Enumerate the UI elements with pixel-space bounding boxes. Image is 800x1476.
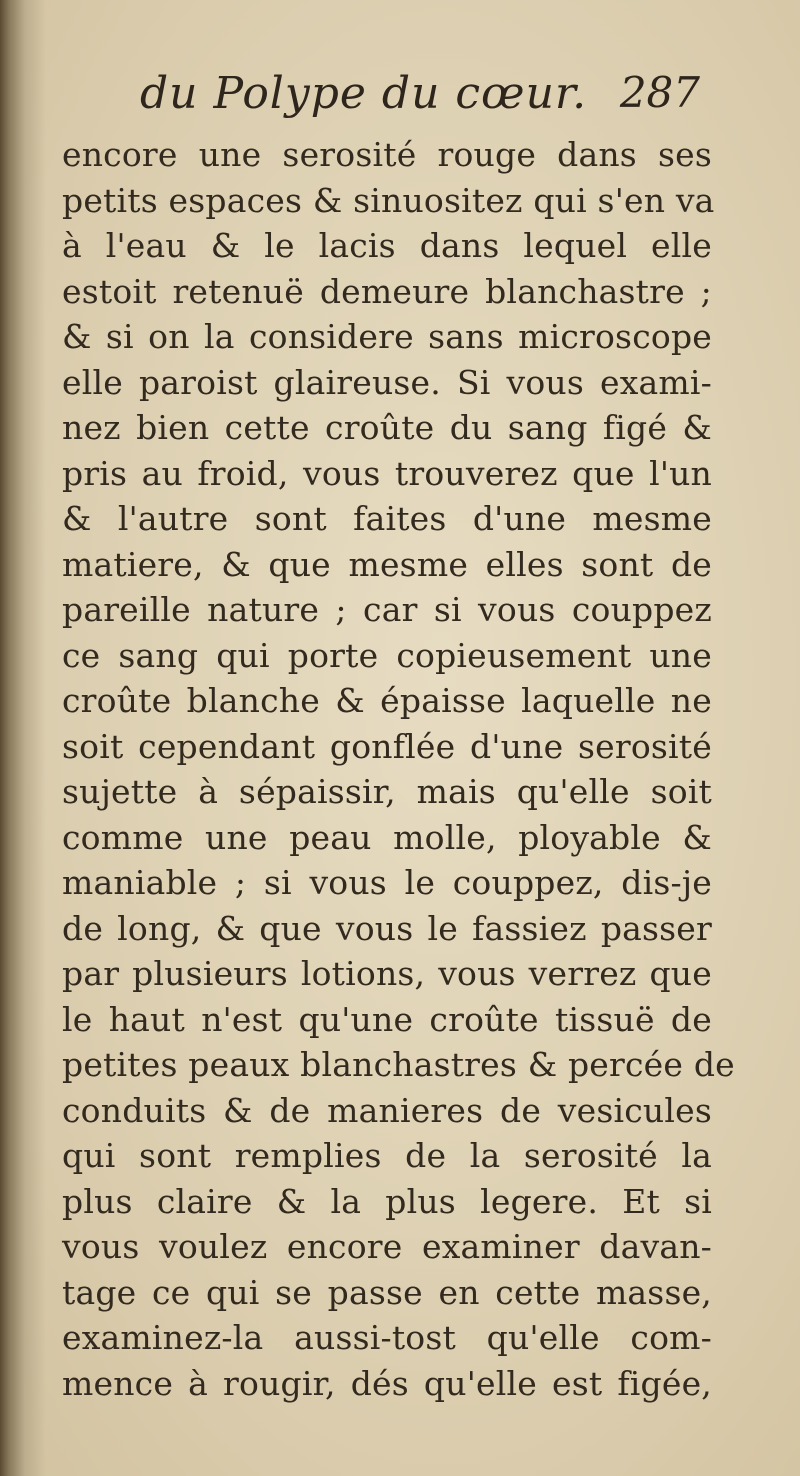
page-number: 287 [619,68,700,117]
text-line: & si on la considere sans microscope [62,317,712,356]
text-line: pris au froid, vous trouverez que l'un [62,453,712,493]
text-line: qui sont remplies de la serosité la [62,1136,712,1175]
text-line: pareille nature ; car si vous couppez [62,590,712,629]
running-title: du Polype du cœur. [140,68,588,119]
text-line: petits espaces & sinuositez qui s'en va [62,180,715,220]
text-line: encore une serosité rouge dans ses [62,135,712,174]
text-line: vous voulez encore examiner davan- [62,1227,712,1266]
text-line: elle paroist glaireuse. Si vous exami- [62,362,712,402]
text-line: comme une peau molle, ployable & [62,817,712,857]
text-line: examinez-la aussi-tost qu'elle com- [62,1318,712,1357]
text-line: par plusieurs lotions, vous verrez que [62,954,712,993]
text-line: à l'eau & le lacis dans lequel elle [62,226,712,265]
text-line: plus claire & la plus legere. Et si [62,1181,712,1221]
text-line: le haut n'est qu'une croûte tissuë de [62,999,712,1039]
page-header [140,68,700,130]
text-line: nez bien cette croûte du sang figé & [62,408,712,447]
text-line: conduits & de manieres de vesicules [62,1090,712,1130]
text-line: soit cependant gonflée d'une serosité [62,726,712,766]
text-line: ce sang qui porte copieusement une [62,635,712,675]
text-line: maniable ; si vous le couppez, dis-je [62,863,712,902]
text-line: petites peaux blanchastres & percée de [62,1045,735,1084]
text-line: sujette à sépaissir, mais qu'elle soit [62,772,712,811]
page-binding-shadow [0,0,46,1476]
text-line: estoit retenuë demeure blanchastre ; [62,271,712,311]
text-line: mence à rougir, dés qu'elle est figée, [62,1363,712,1403]
text-line: croûte blanche & épaisse laquelle ne [62,681,712,720]
text-line: de long, & que vous le fassiez passer [62,908,712,948]
body-text [62,132,735,1406]
text-line: & l'autre sont faites d'une mesme [62,499,712,538]
text-line: matiere, & que mesme elles sont de [62,544,712,584]
text-line: tage ce qui se passe en cette masse, [62,1272,712,1312]
